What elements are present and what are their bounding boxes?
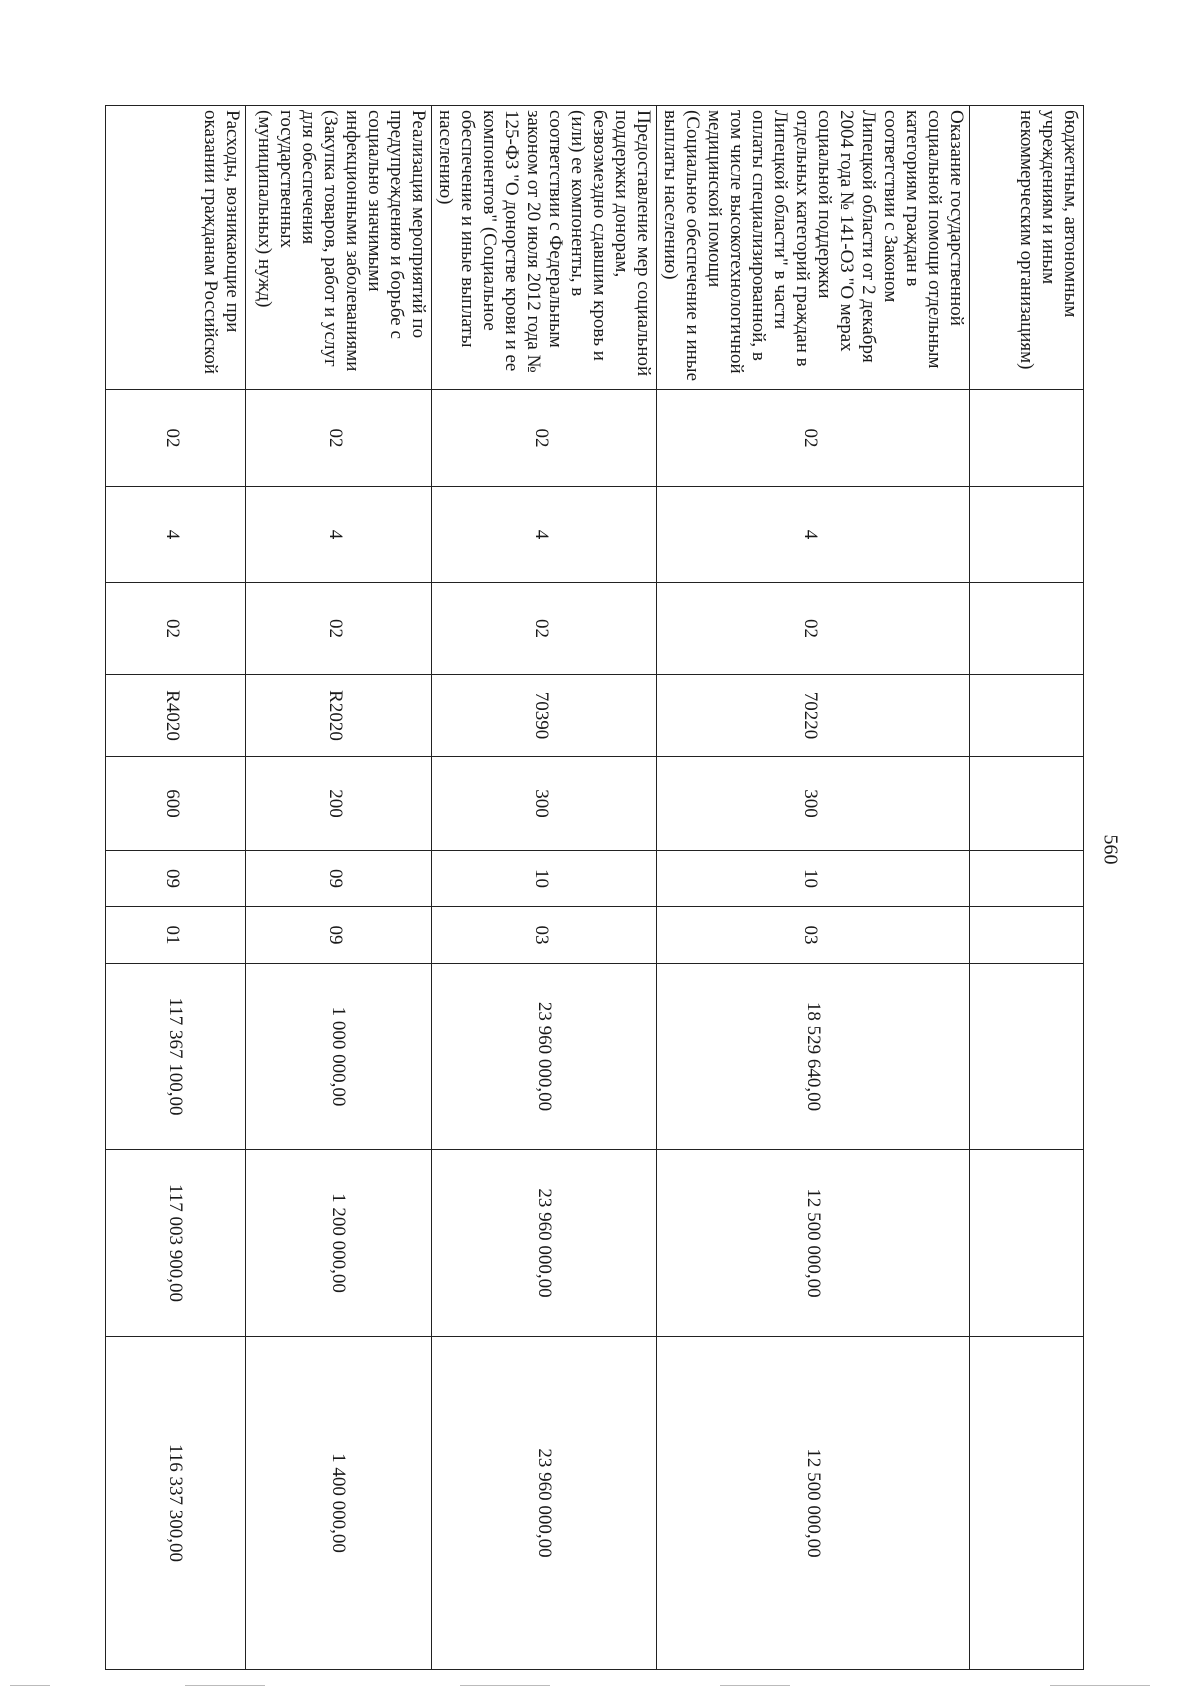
- cell-subsection: [970, 907, 1084, 964]
- scan-artifact: [460, 1685, 550, 1686]
- table-row: [657, 106, 970, 1670]
- cell-subsection: 01: [106, 907, 246, 964]
- cell-subprogram: 02: [657, 583, 970, 675]
- cell-expense-type: 300: [657, 757, 970, 851]
- budget-table: [105, 105, 1084, 1670]
- cell-subprogram: 02: [106, 583, 246, 675]
- cell-direction: 70390: [432, 675, 657, 757]
- cell-expense-type: 600: [106, 757, 246, 851]
- cell-expense-type: 300: [432, 757, 657, 851]
- cell-type: 4: [432, 487, 657, 583]
- cell-type: 4: [657, 487, 970, 583]
- cell-section: 10: [432, 851, 657, 907]
- cell-direction: 70220: [657, 675, 970, 757]
- row-description: бюджетным, автономным учреждениям и иным некоммерческим организациям): [970, 106, 1084, 390]
- cell-expense-type: [970, 757, 1084, 851]
- cell-program: 02: [657, 390, 970, 487]
- cell-program: 02: [246, 390, 432, 487]
- cell-amount-year3: 116 337 300,00: [106, 1337, 246, 1670]
- cell-direction: R4020: [106, 675, 246, 757]
- table-row: [246, 106, 432, 1670]
- cell-amount-year2: [970, 1150, 1084, 1337]
- cell-subprogram: 02: [246, 583, 432, 675]
- cell-amount-year1: 117 367 100,00: [106, 964, 246, 1150]
- cell-amount-year2: 12 500 000,00: [657, 1150, 970, 1337]
- cell-subprogram: [970, 583, 1084, 675]
- cell-type: [970, 487, 1084, 583]
- scan-artifact: [1050, 1685, 1150, 1686]
- cell-amount-year3: 1 400 000,00: [246, 1337, 432, 1670]
- cell-amount-year2: 23 960 000,00: [432, 1150, 657, 1337]
- cell-direction: [970, 675, 1084, 757]
- row-description: Расходы, возникающие при оказании гражданам Российской: [106, 106, 246, 390]
- cell-program: 02: [432, 390, 657, 487]
- table-row: [432, 106, 657, 1670]
- table-row: [106, 106, 246, 1670]
- cell-amount-year1: 23 960 000,00: [432, 964, 657, 1150]
- cell-section: [970, 851, 1084, 907]
- cell-type: 4: [106, 487, 246, 583]
- page-number: 560: [1099, 834, 1122, 865]
- cell-section: 10: [657, 851, 970, 907]
- cell-subsection: 03: [432, 907, 657, 964]
- cell-section: 09: [106, 851, 246, 907]
- cell-program: 02: [106, 390, 246, 487]
- scan-artifact: [720, 1685, 790, 1686]
- scan-artifact: [10, 1685, 50, 1686]
- cell-amount-year2: 117 003 900,00: [106, 1150, 246, 1337]
- row-description: Оказание государственной социальной помощи отдельным категориям граждан в соответствии с Законом Липецкой области от 2 декабря 2004 года № 141-ОЗ "О мерах социальной поддержки отдельных категорий граждан в Липецкой области" в части оплаты специализированной, в том числе высокотехнологичной медицинской помощи (Социальное обеспечение и иные выплаты населению): [657, 106, 970, 390]
- row-description: Предоставление мер социальной поддержки донорам, безвозмездно сдавшим кровь и (или) ее компоненты, в соответствии с Федеральным законом от 20 июля 2012 года № 125-ФЗ "О донорстве крови и ее компонентов" (Социальное обеспечение и иные выплаты населению): [432, 106, 657, 390]
- cell-amount-year3: 12 500 000,00: [657, 1337, 970, 1670]
- budget-table-rotated: [114, 105, 1084, 1669]
- cell-direction: R2020: [246, 675, 432, 757]
- cell-type: 4: [246, 487, 432, 583]
- cell-amount-year1: 1 000 000,00: [246, 964, 432, 1150]
- cell-amount-year3: [970, 1337, 1084, 1670]
- cell-amount-year3: 23 960 000,00: [432, 1337, 657, 1670]
- cell-section: 09: [246, 851, 432, 907]
- cell-subsection: 09: [246, 907, 432, 964]
- cell-program: [970, 390, 1084, 487]
- cell-amount-year2: 1 200 000,00: [246, 1150, 432, 1337]
- cell-amount-year1: [970, 964, 1084, 1150]
- row-description: Реализация мероприятий по предупреждению и борьбе с социально значимыми инфекционными заболеваниями (Закупка товаров, работ и услуг для обеспечения государственных (муниципальных) нужд): [246, 106, 432, 390]
- cell-expense-type: 200: [246, 757, 432, 851]
- cell-amount-year1: 18 529 640,00: [657, 964, 970, 1150]
- table-row: [970, 106, 1084, 1670]
- cell-subsection: 03: [657, 907, 970, 964]
- scan-artifact: [185, 1685, 265, 1686]
- cell-subprogram: 02: [432, 583, 657, 675]
